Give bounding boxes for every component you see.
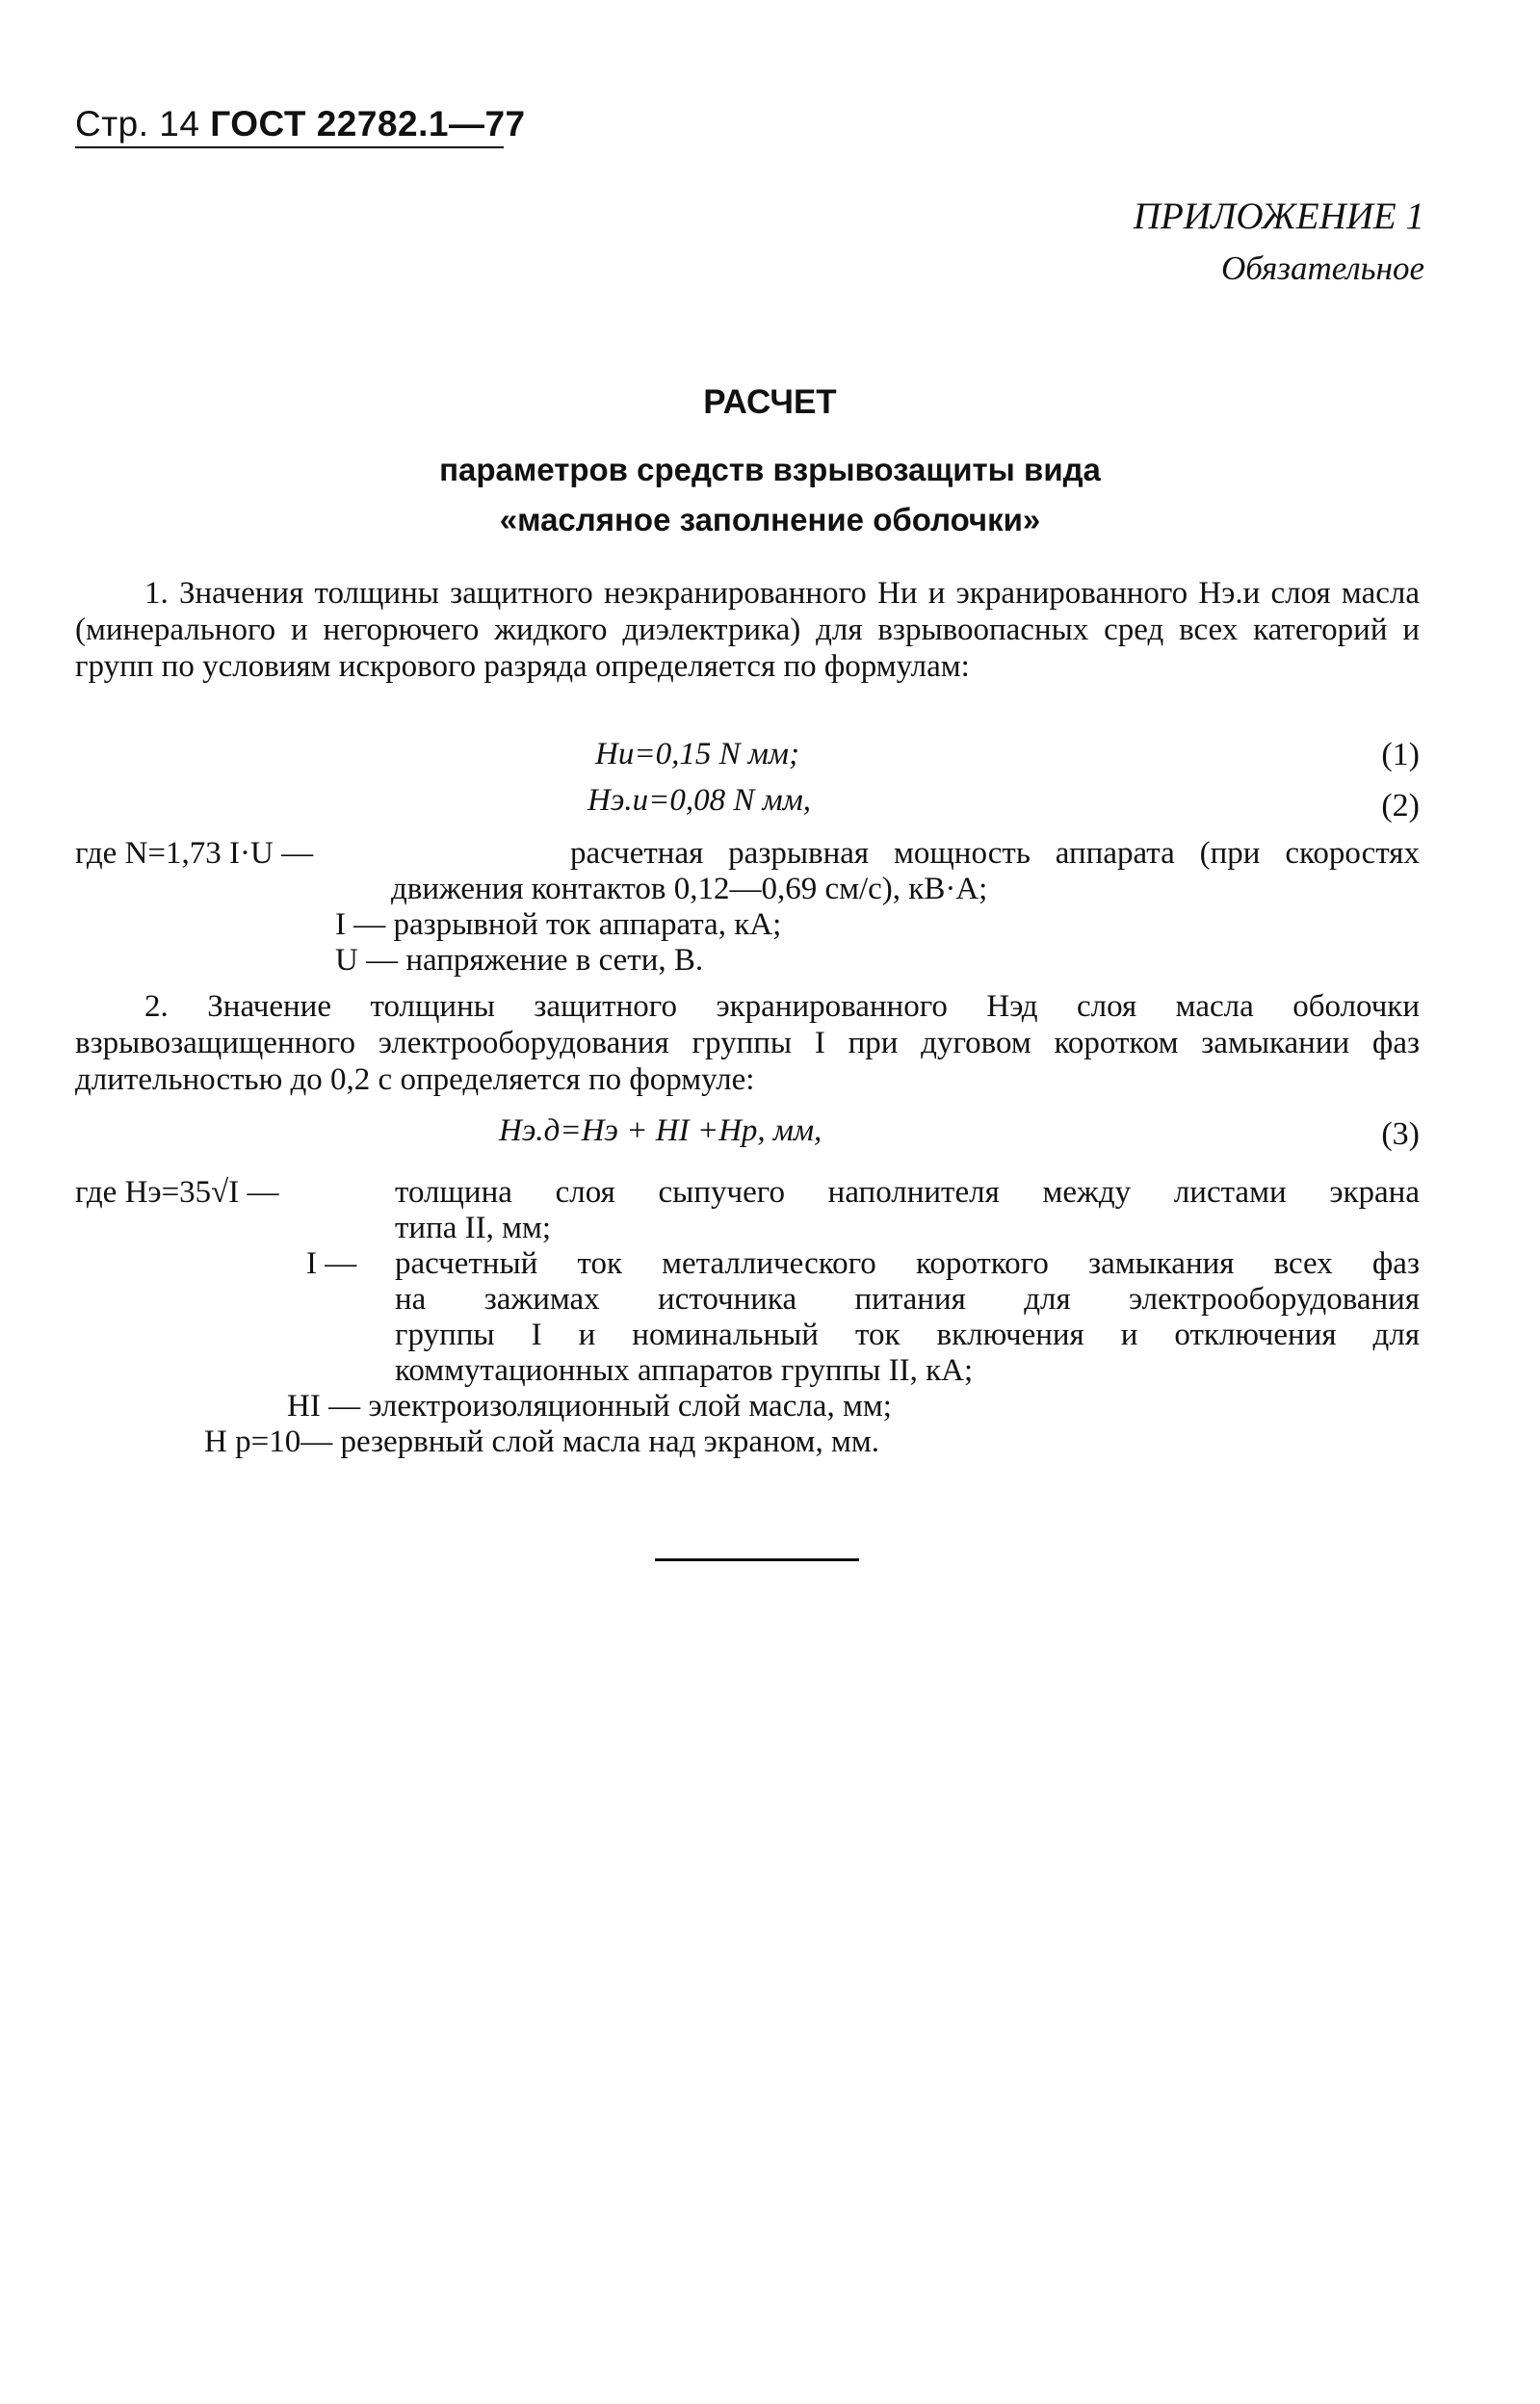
document-title: РАСЧЕТ [703, 383, 837, 421]
where-Hp: H р=10— резервный слой масла над экраном, мм. [204, 1424, 879, 1459]
page-header [75, 104, 526, 144]
standard-number: ГОСТ 22782.1—77 [210, 104, 526, 144]
formula-3: Hэ.д=Hэ + HI +Hр, мм, [499, 1113, 822, 1148]
where-lead-1: где N=1,73 I·U — [75, 836, 314, 871]
where-He-2: типа II, мм; [395, 1211, 552, 1245]
section-2-paragraph: 2. Значение толщины защитного экранированного Hэд слоя масла оболочки взрывозащищенного электрооборудования группы I при дуговом коротком замыкании фаз длительностью до 0,2 с определяется по формуле: [75, 989, 1420, 1097]
formula-1-number: (1) [1381, 737, 1420, 772]
where-U: U — напряжение в сети, В. [335, 943, 704, 978]
end-divider [655, 1558, 859, 1561]
section-1-paragraph: 1. Значения толщины защитного неэкранированного Hи и экранированного Hэ.и слоя масла (минерального и негорючего жидкого диэлектрика) для взрывоопасных сред всех категорий и групп по условиям искрового разряда определяется по формулам: [75, 576, 1420, 684]
appendix-block [1134, 191, 1424, 295]
where-N: расчетная разрывная мощность аппарата (при скоростях [570, 836, 1420, 871]
where-lead-2: где Hэ=35√I — [75, 1175, 279, 1210]
formula-1: Hи=0,15 N мм; [595, 737, 799, 771]
subtitle-line-1: параметров средств взрывозащиты вида [439, 452, 1101, 487]
where-I-4: коммутационных аппаратов группы II, кА; [395, 1353, 974, 1388]
formula-2-number: (2) [1381, 788, 1420, 823]
where-I-2: на зажимах источника питания для электрооборудования [395, 1282, 1420, 1317]
subtitle-line-2: «масляное заполнение оболочки» [499, 502, 1041, 537]
formula-3-number: (3) [1381, 1116, 1420, 1152]
where-He-1: толщина слоя сыпучего наполнителя между листами экрана [395, 1175, 1420, 1210]
appendix-status: Обязательное [1221, 249, 1424, 287]
where-I-lead: I — [306, 1246, 357, 1281]
where-I-1: расчетный ток металлического короткого замыкания всех фаз [395, 1246, 1420, 1281]
appendix-title: ПРИЛОЖЕНИЕ 1 [1133, 196, 1424, 237]
page-label: Стр. 14 [75, 104, 200, 144]
where-I: I — разрывной ток аппарата, кА; [335, 907, 782, 942]
where-N-cont: движения контактов 0,12—0,69 см/с), кВ·А; [391, 872, 988, 906]
header-rule [75, 146, 504, 148]
document-subtitle [0, 445, 1540, 545]
where-I-3: группы I и номинальный ток включения и отключения для [395, 1318, 1420, 1352]
formula-2: Hэ.и=0,08 N мм, [587, 783, 812, 818]
where-HI: HI — электроизоляционный слой масла, мм; [287, 1389, 892, 1424]
